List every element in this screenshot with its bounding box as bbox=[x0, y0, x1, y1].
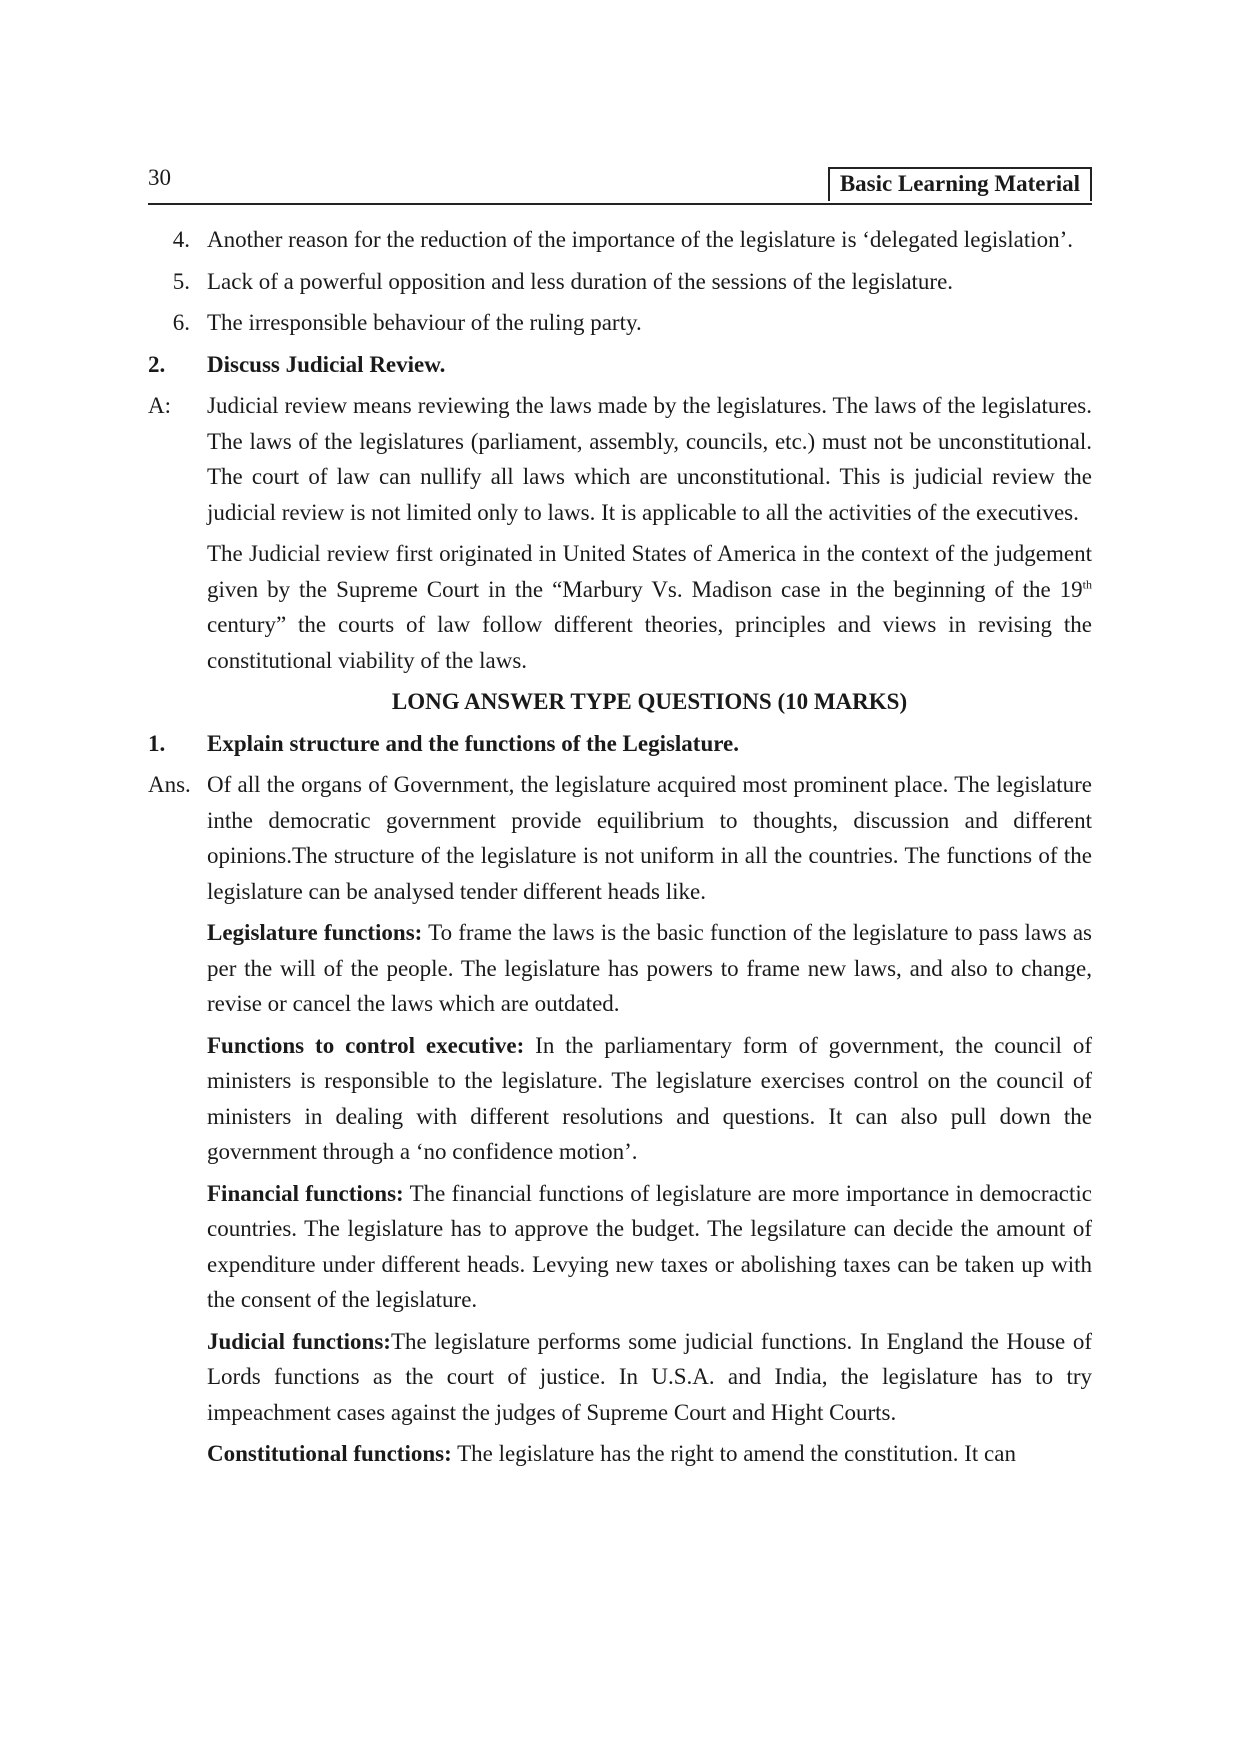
list-item bbox=[148, 222, 1092, 258]
page-header bbox=[148, 165, 1092, 205]
function-title: Functions to control executive: bbox=[207, 1032, 525, 1058]
function-paragraph bbox=[207, 1176, 1092, 1318]
question-number: 2. bbox=[148, 351, 166, 377]
function-text: The legislature performs some judicial functions. In England the House of Lords functions as the court of justice. In U.S.A. and India, the legislature has to try impeachment cases against the judges of Supreme Court and Hight Courts. bbox=[207, 1328, 1092, 1425]
function-text: The legislature has the right to amend the constitution. It can bbox=[451, 1441, 1016, 1466]
function-paragraph bbox=[207, 1436, 1092, 1472]
answer-label: Ans. bbox=[148, 772, 191, 797]
header-title: Basic Learning Material bbox=[828, 167, 1092, 201]
page-content bbox=[148, 222, 1092, 1472]
section-heading: LONG ANSWER TYPE QUESTIONS (10 MARKS) bbox=[391, 689, 908, 714]
answer-paragraph bbox=[207, 536, 1092, 678]
question-text: Discuss Judicial Review. bbox=[207, 351, 446, 377]
answer-text: The Judicial review first originated in United States of America in the context of the judgement given by the Supreme Court in the “Marbury Vs. Madison case in the beginning of the 19 bbox=[207, 541, 1092, 602]
list-item-number: 5. bbox=[172, 268, 190, 294]
function-title: Constitutional functions: bbox=[207, 1441, 452, 1466]
question-2 bbox=[148, 347, 1092, 383]
question-1 bbox=[148, 726, 1092, 762]
list-item-number: 4. bbox=[172, 227, 190, 252]
function-text: In the parliamentary form of government, the council of ministers is responsible to the legislature. The legislature exercises control on the council of ministers in dealing with different resolutions and questions. It can also pull down the government through a ‘no confidence motion’. bbox=[207, 1032, 1092, 1164]
superscript: th bbox=[1082, 576, 1092, 591]
function-title: Legislature functions: bbox=[207, 920, 423, 945]
list-item bbox=[148, 264, 1092, 300]
answer-text: century” the courts of law follow different theories, principles and views in revising the constitutional viability of the laws. bbox=[207, 612, 1092, 673]
function-title: Financial functions: bbox=[207, 1180, 404, 1206]
answer-paragraph: Judicial review means reviewing the laws made by the legislatures. The laws of the legislatures. The laws of the legislatures (parliament, assembly, councils, etc.) must not be unconstitutional. The court of law can nullify all laws which are unconstitutional. This is judicial review the judicial review is not limited only to laws. It is applicable to all the activities of the executives. bbox=[207, 393, 1092, 525]
list-item-text: Another reason for the reduction of the importance of the legislature is ‘delegated legislation’. bbox=[207, 227, 1074, 252]
document-page bbox=[148, 165, 1092, 1472]
answer-label: A: bbox=[148, 393, 171, 418]
answer-2 bbox=[148, 388, 1092, 530]
function-paragraph bbox=[207, 1324, 1092, 1431]
list-item-number: 6. bbox=[172, 310, 190, 335]
list-item bbox=[148, 305, 1092, 341]
function-text: The financial functions of legislature are more importance in democractic countries. The legislature has to approve the budget. The legsilature can decide the amount of expenditure under different heads. Levying new taxes or abolishing taxes can be taken up with the consent of the legislature. bbox=[207, 1180, 1092, 1312]
page-number: 30 bbox=[148, 165, 171, 190]
list-item-text: Lack of a powerful opposition and less duration of the sessions of the legislature. bbox=[207, 268, 954, 294]
question-number: 1. bbox=[148, 730, 166, 756]
function-paragraph bbox=[207, 1028, 1092, 1170]
question-text: Explain structure and the functions of the Legislature. bbox=[207, 730, 740, 756]
function-title: Judicial functions: bbox=[207, 1328, 391, 1354]
function-paragraph bbox=[207, 915, 1092, 1022]
answer-1 bbox=[148, 767, 1092, 909]
answer-intro: Of all the organs of Government, the legislature acquired most prominent place. The legislature inthe democratic government provide equilibrium to thoughts, discussion and different opinions.The structure of the legislature is not uniform in all the countries. The functions of the legislature can be analysed tender different heads like. bbox=[207, 772, 1092, 904]
list-item-text: The irresponsible behaviour of the ruling party. bbox=[207, 310, 642, 335]
function-text: To frame the laws is the basic function of the legislature to pass laws as per the will of the people. The legislature has powers to frame new laws, and also to change, revise or cancel the laws which are outdated. bbox=[207, 920, 1092, 1016]
